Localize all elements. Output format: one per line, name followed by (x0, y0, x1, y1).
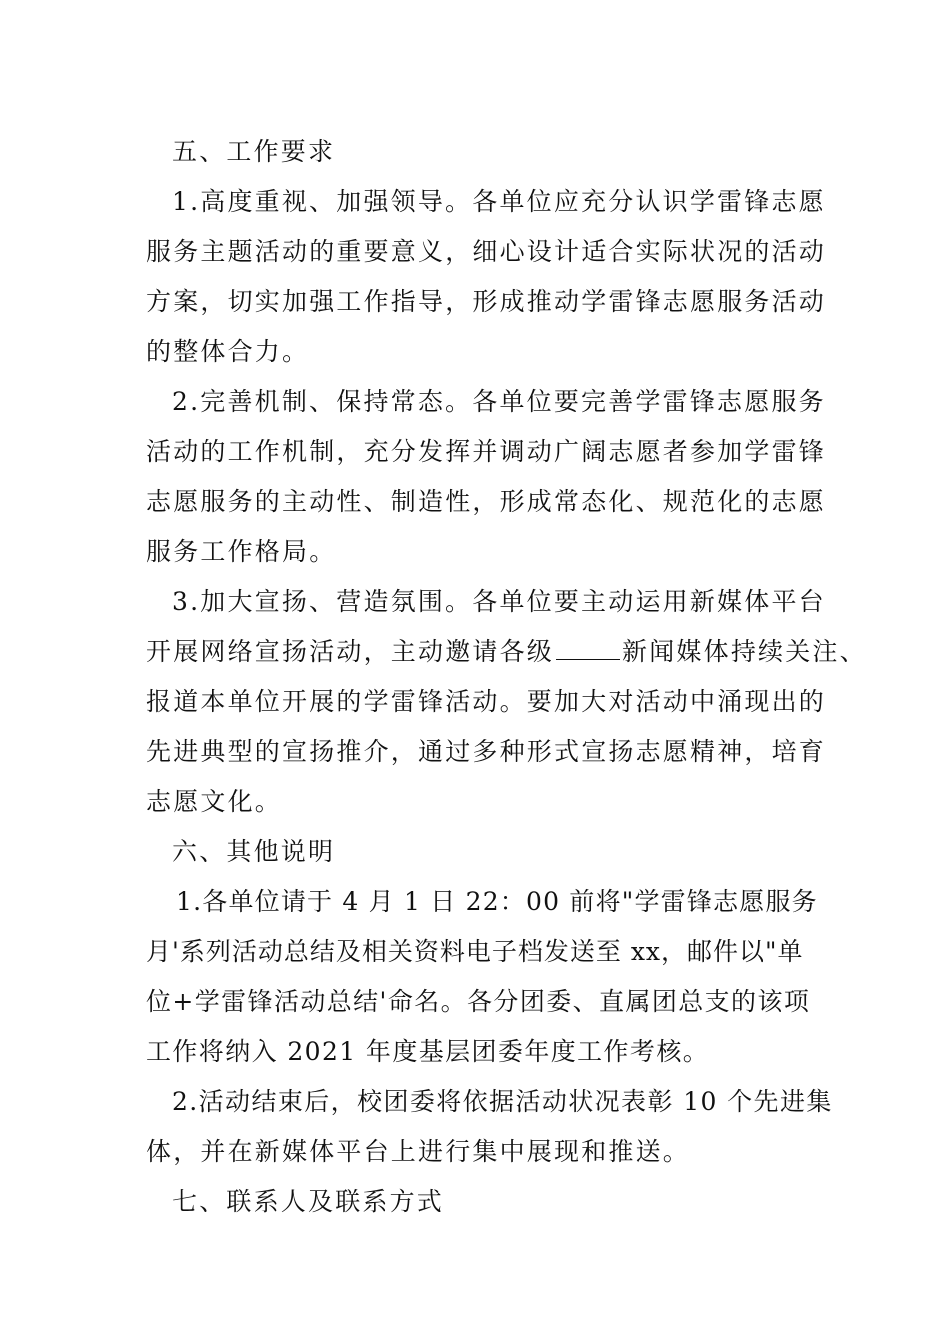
paragraph-line: 的整体合力。 (146, 337, 310, 366)
paragraph-line: 位+学雷锋活动总结'命名。各分团委、直属团总支的该项 (146, 987, 811, 1016)
paragraph-line: 先进典型的宣扬推介，通过多种形式宣扬志愿精神，培育 (146, 737, 827, 766)
paragraph-line: 月'系列活动总结及相关资料电子档发送至 xx，邮件以"单 (146, 937, 804, 966)
paragraph-line: 2.活动结束后，校团委将依据活动状况表彰 10 个先进集 (172, 1087, 833, 1116)
fill-in-blank (556, 637, 620, 660)
heading-work-requirements: 五、工作要求 (172, 137, 336, 166)
paragraph-line: 1.高度重视、加强领导。各单位应充分认识学雷锋志愿 (172, 187, 826, 216)
paragraph-line: 活动的工作机制，充分发挥并调动广阔志愿者参加学雷锋 (146, 437, 827, 466)
paragraph-line: 开展网络宣扬活动，主动邀请各级 新闻媒体持续关注、 (146, 637, 867, 666)
paragraph-line: 2.完善机制、保持常态。各单位要完善学雷锋志愿服务 (172, 387, 826, 416)
paragraph-line: 工作将纳入 2021 年度基层团委年度工作考核。 (146, 1037, 710, 1066)
paragraph-line: 报道本单位开展的学雷锋活动。要加大对活动中涌现出的 (146, 687, 827, 716)
paragraph-line: 3.加大宣扬、营造氛围。各单位要主动运用新媒体平台 (172, 587, 826, 616)
paragraph-line: 服务主题活动的重要意义，细心设计适合实际状况的活动 (146, 237, 827, 266)
paragraph-line: 志愿服务的主动性、制造性，形成常态化、规范化的志愿 (146, 487, 827, 516)
heading-other-notes: 六、其他说明 (172, 837, 336, 866)
paragraph-line: 志愿文化。 (146, 787, 283, 816)
paragraph-line: 1.各单位请于 4 月 1 日 22：00 前将"学雷锋志愿服务 (176, 887, 818, 916)
paragraph-line: 服务工作格局。 (146, 537, 337, 566)
heading-contact: 七、联系人及联系方式 (172, 1187, 445, 1216)
paragraph-line: 体，并在新媒体平台上进行集中展现和推送。 (146, 1137, 691, 1166)
paragraph-line: 方案，切实加强工作指导，形成推动学雷锋志愿服务活动 (146, 287, 827, 316)
